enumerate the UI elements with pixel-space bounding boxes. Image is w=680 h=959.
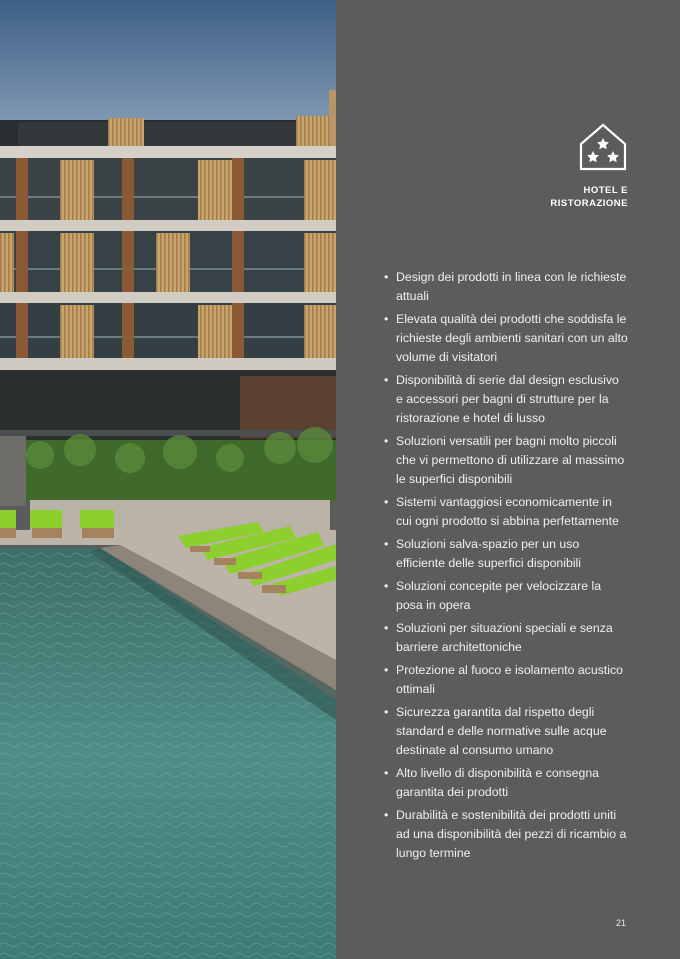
section-title xyxy=(488,184,628,210)
list-item: • Soluzioni versatili per bagni molto piccoli che vi permettono di utilizzare al massimo le superfici disponibili xyxy=(384,432,629,489)
hotel-pool-photo xyxy=(0,0,336,959)
list-item: • Alto livello di disponibilità e consegna garantita dei prodotti xyxy=(384,764,629,802)
list-item: • Soluzioni per situazioni speciali e senza barriere architettoniche xyxy=(384,619,629,657)
feature-list xyxy=(384,268,629,867)
list-item: • Protezione al fuoco e isolamento acustico ottimali xyxy=(384,661,629,699)
section-title-line2: RISTORAZIONE xyxy=(550,198,628,209)
list-item: • Design dei prodotti in linea con le richieste attuali xyxy=(384,268,629,306)
list-item: • Soluzioni salva-spazio per un uso efficiente delle superfici disponibili xyxy=(384,535,629,573)
list-item: • Durabilità e sostenibilità dei prodotti uniti ad una disponibilità dei pezzi di ricambio a lungo termine xyxy=(384,806,629,863)
page-number: 21 xyxy=(615,918,626,928)
list-item: • Sicurezza garantita dal rispetto degli standard e delle normative sulle acque destinate al consumo umano xyxy=(384,703,629,760)
section-title-line1: HOTEL E xyxy=(583,185,628,196)
text-panel xyxy=(336,0,680,959)
list-item: • Soluzioni concepite per velocizzare la posa in opera xyxy=(384,577,629,615)
list-item: • Disponibilità di serie dal design esclusivo e accessori per bagni di strutture per la ristorazione e hotel di lusso xyxy=(384,371,629,428)
list-item: • Sistemi vantaggiosi economicamente in cui ogni prodotto si abbina perfettamente xyxy=(384,493,629,531)
list-item: • Elevata qualità dei prodotti che soddisfa le richieste degli ambienti sanitari con un alto volume di visitatori xyxy=(384,310,629,367)
house-stars-icon xyxy=(578,122,628,172)
